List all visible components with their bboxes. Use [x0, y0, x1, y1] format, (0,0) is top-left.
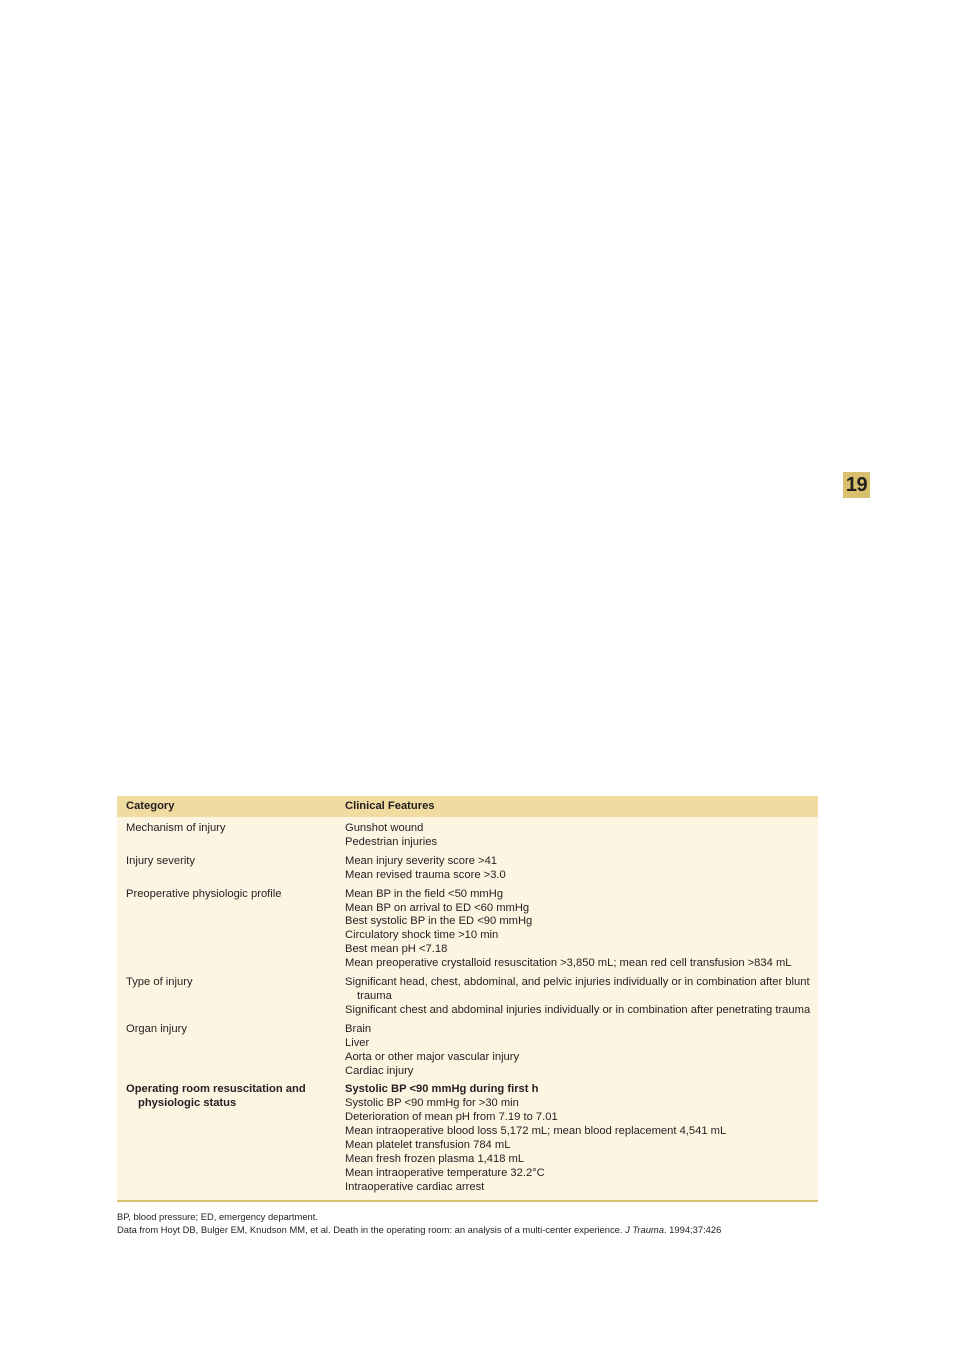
clinical-feature-item: Deterioration of mean pH from 7.19 to 7.01 [345, 1111, 558, 1124]
clinical-feature-item: Gunshot wound [345, 822, 424, 834]
source-citation [117, 1224, 721, 1237]
header-clinical-features: Clinical Features [345, 799, 435, 812]
clinical-feature-item: Best mean pH <7.18 [345, 943, 448, 956]
clinical-feature-item: Liver [345, 1036, 370, 1049]
clinical-feature-item: Mean intraoperative temperature 32.2°C [345, 1166, 545, 1179]
category-cell [117, 1080, 345, 1200]
category-cell [117, 1020, 345, 1081]
table-row [117, 1020, 818, 1081]
clinical-features-cell [345, 817, 818, 852]
category-label: Type of injury [126, 976, 193, 989]
clinical-feature-item: Mean intraoperative blood loss 5,172 mL; mean blood replacement 4,541 mL [345, 1125, 727, 1138]
category-label: Operating room resuscitation and physiologic status [126, 1083, 306, 1110]
category-cell [117, 852, 345, 885]
citation-suffix: . 1994;37:426 [663, 1223, 722, 1235]
clinical-feature-item: Significant chest and abdominal injuries individually or in combination after penetrating trauma [345, 1003, 811, 1016]
category-cell [117, 817, 345, 852]
table-header-row [117, 796, 818, 817]
clinical-feature-item: Circulatory shock time >10 min [345, 929, 499, 942]
clinical-feature-item: Systolic BP <90 mmHg during first h [345, 1083, 539, 1096]
category-cell [117, 973, 345, 1020]
clinical-features-table-container [117, 796, 818, 1202]
table-body [117, 817, 818, 1201]
clinical-features-cell [345, 1080, 818, 1200]
clinical-features-cell [345, 885, 818, 973]
clinical-features-cell [345, 1020, 818, 1081]
clinical-feature-item: Significant head, chest, abdominal, and pelvic injuries individually or in combination after blunt trauma [345, 976, 810, 1002]
clinical-features-table [117, 796, 818, 1202]
category-cell [117, 885, 345, 973]
table-row [117, 973, 818, 1020]
clinical-feature-item: Brain [345, 1022, 372, 1035]
clinical-feature-item: Mean platelet transfusion 784 mL [345, 1139, 511, 1152]
header-category: Category [126, 799, 175, 812]
clinical-feature-item: Intraoperative cardiac arrest [345, 1180, 485, 1193]
chapter-number-tab: 19 [843, 472, 870, 498]
clinical-feature-item: Mean preoperative crystalloid resuscitation >3,850 mL; mean red cell transfusion >834 mL [345, 957, 792, 970]
clinical-feature-item: Pedestrian injuries [345, 835, 438, 848]
clinical-feature-item: Mean fresh frozen plasma 1,418 mL [345, 1152, 525, 1165]
table-footnotes [117, 1211, 721, 1236]
clinical-feature-item: Mean revised trauma score >3.0 [345, 868, 506, 881]
category-label: Preoperative physiologic profile [126, 887, 282, 900]
table-row [117, 885, 818, 973]
table-row [117, 1080, 818, 1200]
category-label: Organ injury [126, 1022, 187, 1035]
table-row [117, 852, 818, 885]
clinical-features-cell [345, 852, 818, 885]
clinical-feature-item: Mean BP on arrival to ED <60 mmHg [345, 901, 530, 914]
category-label: Mechanism of injury [126, 822, 226, 834]
clinical-feature-item: Systolic BP <90 mmHg for >30 min [345, 1097, 519, 1110]
clinical-feature-item: Mean BP in the field <50 mmHg [345, 887, 504, 900]
clinical-feature-item: Aorta or other major vascular injury [345, 1050, 520, 1063]
category-label: Injury severity [126, 854, 196, 867]
citation-journal: J Trauma [625, 1223, 664, 1235]
clinical-feature-item: Mean injury severity score >41 [345, 854, 498, 867]
citation-prefix: Data from Hoyt DB, Bulger EM, Knudson MM, et al. Death in the operating room: an analysis of a multi-center experience. [117, 1223, 626, 1235]
table-row [117, 817, 818, 852]
clinical-feature-item: Best systolic BP in the ED <90 mmHg [345, 915, 533, 928]
clinical-features-cell [345, 973, 818, 1020]
clinical-feature-item: Cardiac injury [345, 1064, 414, 1077]
abbreviations-note: BP, blood pressure; ED, emergency department. [117, 1211, 318, 1222]
